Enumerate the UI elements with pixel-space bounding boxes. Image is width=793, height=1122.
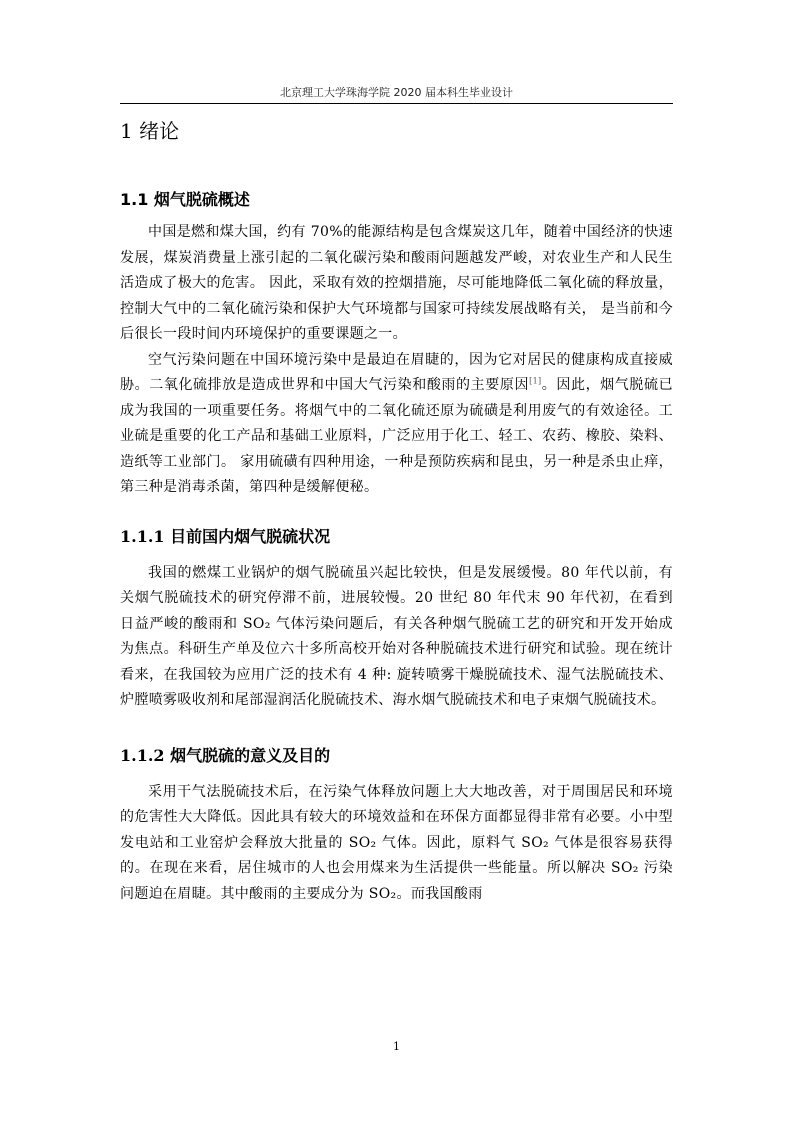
header-divider <box>120 103 673 104</box>
section-title-1-1: 1.1 烟气脱硫概述 <box>120 190 250 209</box>
citation-reference: [1] <box>529 376 542 386</box>
page-header: 北京理工大学珠海学院 2020 届本科生毕业设计 <box>280 86 513 99</box>
paragraph-domestic-status: 我国的燃煤工业锅炉的烟气脱硫虽兴起比较快，但是发展缓慢。80 年代以前，有关烟气脱硫技术的研究停滞不前，进展较慢。20 世纪 80 年代末 90 年代初，在看到日益严峻的酸雨和 SO₂ 气体污染问题后，有关各种烟气脱硫工艺的研究和开发开始成为焦点。科研生产单及位六十多所高校开始对各种脱硫技术进行研究和试验。现在统计看来，在我国较为应用广泛的技术有 4 种: 旋转喷雾干燥脱硫技术、湿气法脱硫技术、炉膛喷雾吸收剂和尾部湿润活化脱硫技术、海水烟气脱硫技术和电子束烟气脱硫技术。 <box>120 564 673 708</box>
section-title-1-1-1: 1.1.1 目前国内烟气脱硫状况 <box>120 526 331 546</box>
paragraph-overview-2 <box>120 348 673 501</box>
section-title-1-1-2: 1.1.2 烟气脱硫的意义及目的 <box>120 745 331 765</box>
chapter-title: 1 绪论 <box>120 119 180 143</box>
paragraph-significance: 采用干气法脱硫技术后，在污染气体释放问题上大大地改善，对于周围居民和环境的危害性大大降低。因此具有较大的环境效益和在环保方面都显得非常有必要。小中型发电站和工业窑炉会释放大批量的 SO₂ 气体。因此，原料气 SO₂ 气体是很容易获得的。在现在来看，居住城市的人也会用煤来为生活提供一些能量。所以解决 SO₂ 污染问题迫在眉睫。其中酸雨的主要成分为 SO₂。而我国酸雨 <box>120 783 673 902</box>
document-body <box>120 112 673 907</box>
paragraph-text: 空气污染问题在中国环境污染中是最迫在眉睫的，因为它对居民的健康构成直接威胁。二氧化硫排放是造成世界和中国大气污染和酸雨的主要原因 <box>120 351 673 393</box>
paragraph-overview-1: 中国是燃和煤大国，约有 70%的能源结构是包含煤炭这几年，随着中国经济的快速发展，煤炭消费量上涨引起的二氧化碳污染和酸雨问题越发严峻，对农业生产和人民生活造成了极大的危害。 因此，采取有效的控烟措施，尽可能地降低二氧化硫的释放量，控制大气中的二氧化硫污染和保护大气环境都与国家可持续发展战略有关， 是当前和今后很长一段时间内环境保护的重要课题之一。 <box>120 224 673 342</box>
paragraph-text: 。因此，烟气脱硫已成为我国的一项重要任务。将烟气中的二氧化硫还原为硫磺是利用废气的有效途径。工业硫是重要的化工产品和基础工业原料，广泛应用于化工、轻工、农药、橡胶、染料、造纸等工业部门。 家用硫磺有四种用途，一种是预防疾病和昆虫，另一种是杀虫止痒，第三种是消毒杀菌，第四种是缓解便秘。 <box>120 377 673 495</box>
page-number: 1 <box>393 1040 400 1053</box>
